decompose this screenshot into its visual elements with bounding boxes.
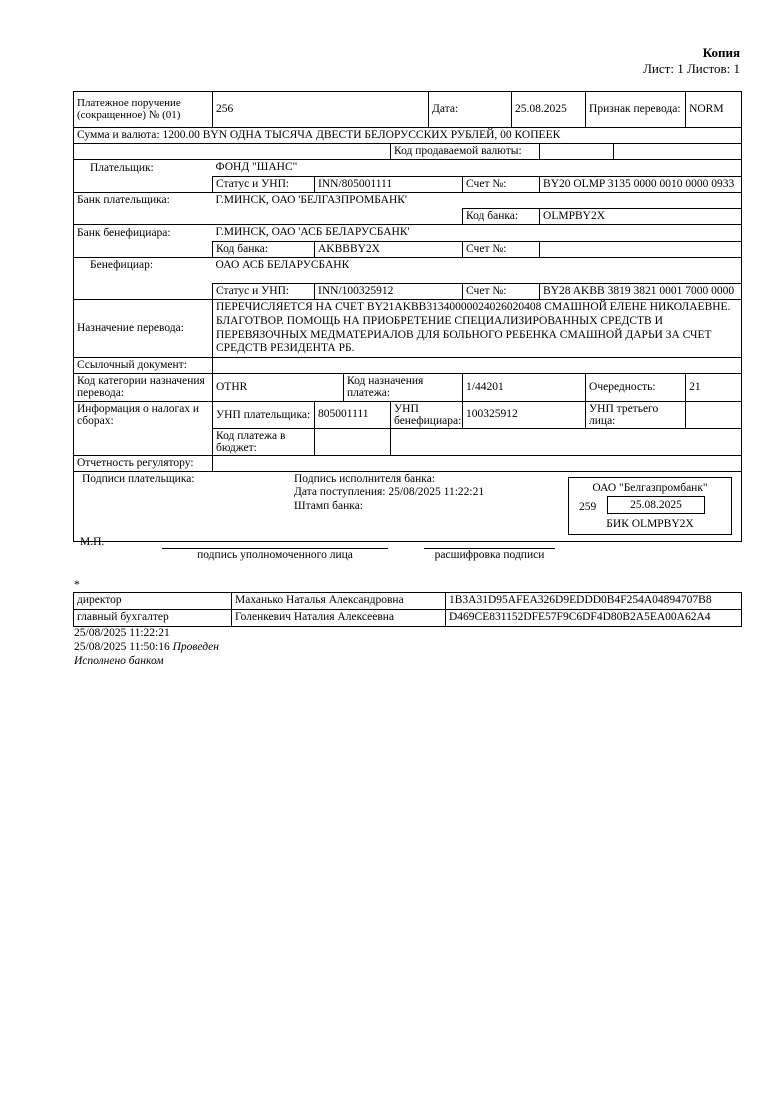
bank-code-label: Код банка: (463, 209, 540, 225)
amount-line: Сумма и валюта: 1200.00 BYN ОДНА ТЫСЯЧА ДВЕСТИ БЕЛОРУССКИХ РУБЛЕЙ, 00 КОПЕЕК (74, 128, 742, 144)
beneficiary-label: Бенефициар: (74, 257, 213, 283)
mp-label: М.П. (80, 536, 105, 548)
stamp-code: 259 (579, 501, 597, 513)
payment-purpose-code: 1/44201 (463, 374, 586, 401)
log-status: Проведен (172, 641, 219, 653)
stamp-date-box (607, 496, 705, 514)
signatory-row (74, 593, 742, 610)
signatory-hash: D469CE831152DFE57F9C6DF4D80B2A5EA00A62A4 (446, 610, 742, 627)
transfer-sign-label: Признак перевода: (586, 92, 686, 128)
status-unp-label: Статус и УНП: (213, 176, 315, 192)
beneficiary-bank: Г.МИНСК, ОАО 'АСБ БЕЛАРУСБАНК' (213, 225, 742, 241)
category-code: OTHR (213, 374, 344, 401)
beneficiary-unp-value: 100325912 (463, 401, 586, 428)
signatory-name: Маханько Наталья Александровна (232, 593, 446, 610)
beneficiary-unp: INN/100325912 (315, 283, 463, 299)
payer-bank-code: OLMPBY2X (540, 209, 742, 225)
beneficiary-bank-code: AKBBBY2X (315, 241, 463, 257)
beneficiary-bank-account-label: Счет №: (463, 241, 540, 257)
category-code-label: Код категории назначения перевода: (74, 374, 213, 401)
transfer-sign: NORM (686, 92, 742, 128)
tax-info-label: Информация о налогах и сборах: (74, 401, 213, 455)
signatory-role: директор (74, 593, 232, 610)
order-title: Платежное поручение (сокращенное) № (01) (74, 92, 213, 128)
ref-doc-label: Ссылочный документ: (74, 358, 213, 374)
purpose-text: ПЕРЕЧИСЛЯЕТСЯ НА СЧЕТ BY21AKBB31340000024026020408 СМАШНОЙ ЕЛЕНЕ НИКОЛАЕВНЕ. БЛАГОТВОР. ПОМОЩЬ НА ПРИОБРЕТЕНИЕ СПЕЦИАЛИЗИРОВАННЫХ СРЕДСТВ И ПЕРЕВЯЗОЧНЫХ МЕДМАТЕРИАЛОВ ДЛЯ БОЛЬНОГО РЕБЕНКА СМАШНОЙ ДАРЬИ ЗА СЧЕТ СРЕДСТВ РЕЗИДЕНТА РБ. (213, 299, 742, 357)
sold-currency-label: Код продаваемой валюты: (391, 144, 540, 160)
log-time: 25/08/2025 11:50:16 (74, 641, 170, 653)
payer-unp: INN/805001111 (315, 176, 463, 192)
log-line-1: 25/08/2025 11:22:21 (74, 627, 170, 639)
payer-bank: Г.МИНСК, ОАО 'БЕЛГАЗПРОМБАНК' (213, 192, 742, 208)
beneficiary-unp-label: УНП бенефициара: (391, 401, 463, 428)
payer-name: ФОНД "ШАНС" (213, 160, 742, 176)
stamp-bank-name: ОАО "Белгазпромбанк" (592, 482, 708, 494)
beneficiary-name: ОАО АСБ БЕЛАРУСБАНК (213, 257, 742, 283)
beneficiary-bank-code-label: Код банка: (213, 241, 315, 257)
order-number: 256 (213, 92, 429, 128)
copy-label: Копия (702, 45, 740, 60)
signatory-row (74, 610, 742, 627)
priority-label: Очередность: (586, 374, 686, 401)
payer-bank-label: Банк плательщика: (74, 192, 213, 208)
asterisk: * (74, 579, 80, 591)
order-date: 25.08.2025 (512, 92, 586, 128)
beneficiary-status-unp-label: Статус и УНП: (213, 283, 315, 299)
priority-value: 21 (686, 374, 742, 401)
payment-order-table (73, 91, 742, 542)
payer-unp-label: УНП плательщика: (213, 401, 315, 428)
payer-unp-value: 805001111 (315, 401, 391, 428)
signatory-role: главный бухгалтер (74, 610, 232, 627)
auth-sign-caption: подпись уполномоченного лица (197, 549, 353, 561)
account-label: Счет №: (463, 176, 540, 192)
signatory-hash: 1B3A31D95AFEA326D9EDDD0B4F254A04894707B8 (446, 593, 742, 610)
stamp-bik: БИК OLMPBY2X (606, 518, 694, 530)
payer-signatures-label: Подписи плательщика: (82, 472, 195, 485)
signatories-table (73, 592, 742, 627)
purpose-label: Назначение перевода: (74, 299, 213, 357)
bank-sign-label: Подпись исполнителя банка: (294, 472, 436, 485)
regulator-label: Отчетность регулятору: (74, 455, 213, 471)
bank-stamp-label: Штамп банка: (294, 499, 363, 512)
log-line-3: Исполнено банком (74, 655, 164, 667)
payer-label: Плательщик: (74, 160, 213, 176)
beneficiary-account: BY28 AKBB 3819 3821 0001 7000 0000 (540, 283, 742, 299)
sheet-counter: Лист: 1 Листов: 1 (643, 61, 740, 76)
payer-account: BY20 OLMP 3135 0000 0010 0000 0933 (540, 176, 742, 192)
beneficiary-bank-label: Банк бенефициара: (74, 225, 213, 241)
payment-purpose-code-label: Код назначения платежа: (344, 374, 463, 401)
receipt-date: Дата поступления: 25/08/2025 11:22:21 (294, 485, 485, 498)
log-line-2 (74, 641, 219, 654)
bank-stamp (568, 477, 732, 535)
beneficiary-account-label: Счет №: (463, 283, 540, 299)
third-party-unp-label: УНП третьего лица: (586, 401, 686, 428)
stamp-date: 25.08.2025 (630, 499, 682, 511)
sign-decode-caption: расшифровка подписи (434, 549, 545, 561)
date-label: Дата: (429, 92, 512, 128)
signatory-name: Голенкевич Наталия Алексеевна (232, 610, 446, 627)
budget-code-label: Код платежа в бюджет: (213, 428, 315, 455)
